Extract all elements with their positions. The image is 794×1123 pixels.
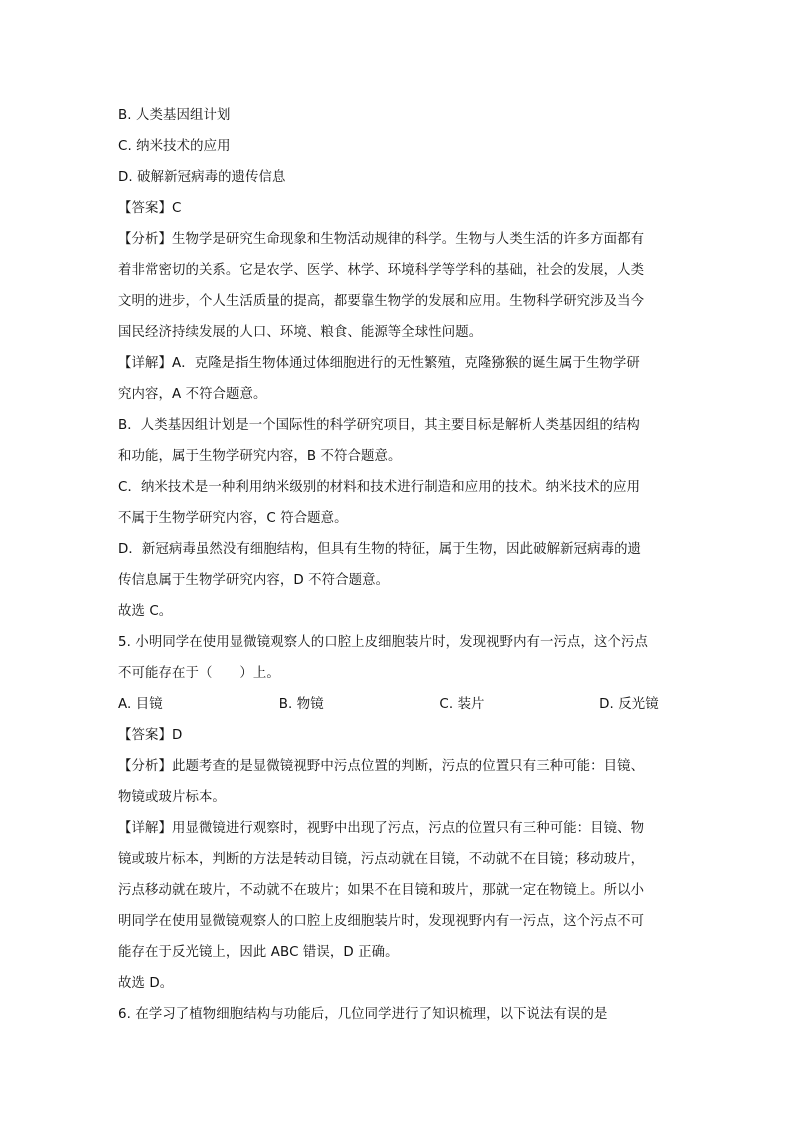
- analysis-line: 【分析】生物学是研究生命现象和生物活动规律的科学。生物与人类生活的许多方面都有: [118, 232, 645, 247]
- explanation-line: 明同学在使用显微镜观察人的口腔上皮细胞装片时，发现视野内有一污点，这个污点不可: [118, 914, 645, 929]
- explanation-line: 传信息属于生物学研究内容，D 不符合题意。: [118, 573, 390, 588]
- option-b-line: B. 人类基因组计划: [118, 108, 231, 123]
- answer-line: 【答案】D: [118, 728, 183, 743]
- explanation-line: 【详解】用显微镜进行观察时，视野中出现了污点，污点的位置只有三种可能：目镜、物: [118, 821, 645, 836]
- explanation-line: 和功能，属于生物学研究内容，B 不符合题意。: [118, 449, 402, 464]
- option-a: A. 目镜: [118, 697, 163, 712]
- explanation-line: 【详解】A．克隆是指生物体通过体细胞进行的无性繁殖，克隆猕猴的诞生属于生物学研: [118, 356, 640, 371]
- explanation-line: 不属于生物学研究内容，C 符合题意。: [118, 511, 348, 526]
- explanation-line: D．新冠病毒虽然没有细胞结构，但具有生物的特征，属于生物，因此破解新冠病毒的遗: [118, 542, 642, 557]
- analysis-line: 国民经济持续发展的人口、环境、粮食、能源等全球性问题。: [118, 325, 483, 340]
- analysis-line: 物镜或玻片标本。: [118, 790, 226, 805]
- option-d: D. 反光镜: [599, 697, 659, 712]
- option-b: B. 物镜: [278, 697, 324, 712]
- analysis-line: 【分析】此题考查的是显微镜视野中污点位置的判断，污点的位置只有三种可能：目镜、: [118, 759, 645, 774]
- question-5-line: 5. 小明同学在使用显微镜观察人的口腔上皮细胞装片时，发现视野内有一污点，这个污点: [118, 635, 648, 650]
- analysis-line: 着非常密切的关系。它是农学、医学、林学、环境科学等学科的基础，社会的发展，人类: [118, 263, 645, 278]
- analysis-line: 文明的进步，个人生活质量的提高，都要靠生物学的发展和应用。生物科学研究涉及当今: [118, 294, 645, 309]
- option-d-line: D. 破解新冠病毒的遗传信息: [118, 170, 286, 185]
- choice-line: 故选 D。: [118, 976, 174, 991]
- question-6-line: 6. 在学习了植物细胞结构与功能后，几位同学进行了知识梳理，以下说法有误的是: [118, 1007, 608, 1022]
- explanation-line: B．人类基因组计划是一个国际性的科学研究项目，其主要目标是解析人类基因组的结构: [118, 418, 640, 433]
- explanation-line: 污点移动就在玻片，不动就不在玻片；如果不在目镜和玻片，那就一定在物镜上。所以小: [118, 883, 645, 898]
- explanation-line: C．纳米技术是一种利用纳米级别的材料和技术进行制造和应用的技术。纳米技术的应用: [118, 480, 641, 495]
- option-c-line: C. 纳米技术的应用: [118, 139, 231, 154]
- explanation-line: 究内容，A 不符合题意。: [118, 387, 267, 402]
- choice-line: 故选 C。: [118, 604, 173, 619]
- document-page: [118, 100, 678, 1030]
- answer-line: 【答案】C: [118, 201, 182, 216]
- question-5-line: 不可能存在于（ ）上。: [118, 666, 280, 681]
- question-5-options: [118, 689, 678, 720]
- explanation-line: 能存在于反光镜上，因此 ABC 错误，D 正确。: [118, 945, 399, 960]
- option-c: C. 装片: [439, 697, 485, 712]
- explanation-line: 镜或玻片标本，判断的方法是转动目镜，污点动就在目镜，不动就不在目镜；移动玻片，: [118, 852, 645, 867]
